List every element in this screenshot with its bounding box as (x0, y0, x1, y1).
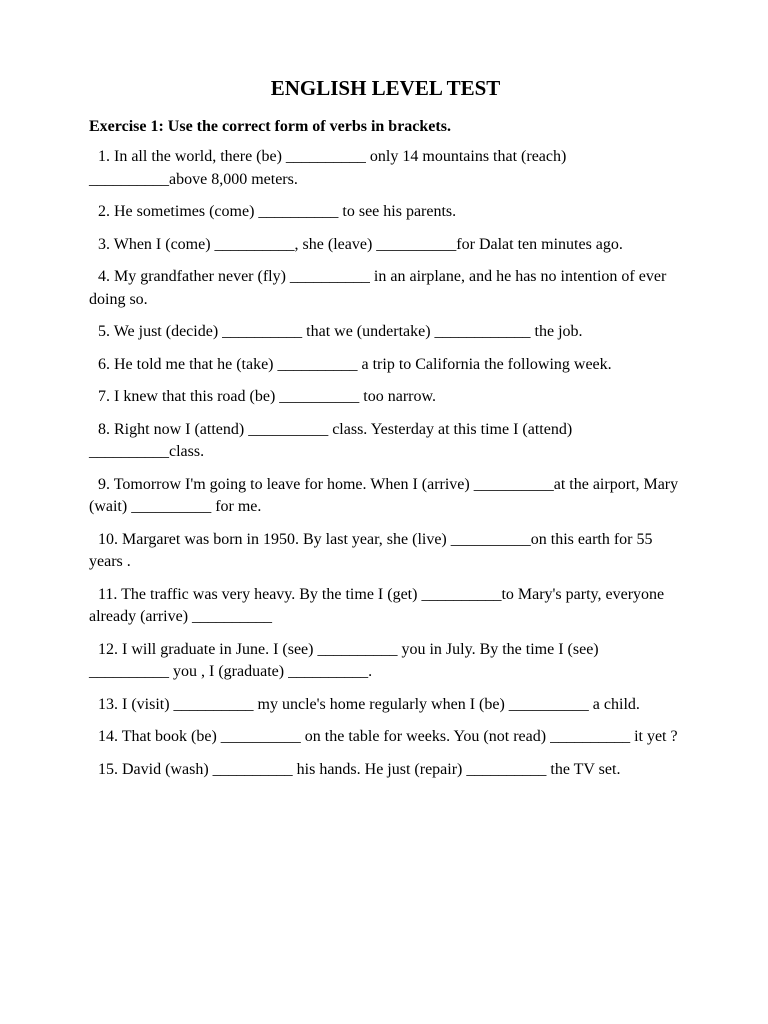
question-item: 7. I knew that this road (be) __________ too narrow. (98, 388, 436, 405)
question-list (89, 146, 682, 781)
exercise-heading: Exercise 1: Use the correct form of verbs in brackets. (89, 118, 451, 135)
question-item: 15. David (wash) __________ his hands. He just (repair) __________ the TV set. (98, 760, 621, 778)
question-item: 6. He told me that he (take) __________ a trip to California the following week. (98, 355, 612, 373)
question-item: 8. Right now I (attend) __________ class. Yesterday at this time I (attend) __________class. (89, 420, 573, 460)
question-item: 11. The traffic was very heavy. By the time I (get) __________to Mary's party, everyone already (arrive) __________ (89, 585, 665, 625)
question-item: 12. I will graduate in June. I (see) __________ you in July. By the time I (see) __________ you , I (graduate) __________. (89, 640, 599, 680)
question-item: 14. That book (be) __________ on the table for weeks. You (not read) __________ it yet ? (98, 728, 678, 745)
page-title: ENGLISH LEVEL TEST (270, 76, 501, 100)
question-item: 10. Margaret was born in 1950. By last year, she (live) __________on this earth for 55 years . (89, 530, 653, 570)
question-item: 3. When I (come) __________, she (leave) __________for Dalat ten minutes ago. (98, 235, 623, 253)
question-item: 9. Tomorrow I'm going to leave for home. When I (arrive) __________at the airport, Mary (wait) __________ for me. (89, 475, 679, 515)
question-item: 1. In all the world, there (be) __________ only 14 mountains that (reach) __________above 8,000 meters. (89, 148, 567, 188)
question-item: 2. He sometimes (come) __________ to see his parents. (98, 203, 457, 220)
question-item: 13. I (visit) __________ my uncle's home regularly when I (be) __________ a child. (98, 695, 640, 713)
question-item: 4. My grandfather never (fly) __________ in an airplane, and he has no intention of ever doing so. (89, 268, 667, 308)
question-item: 5. We just (decide) __________ that we (undertake) ____________ the job. (98, 323, 583, 340)
